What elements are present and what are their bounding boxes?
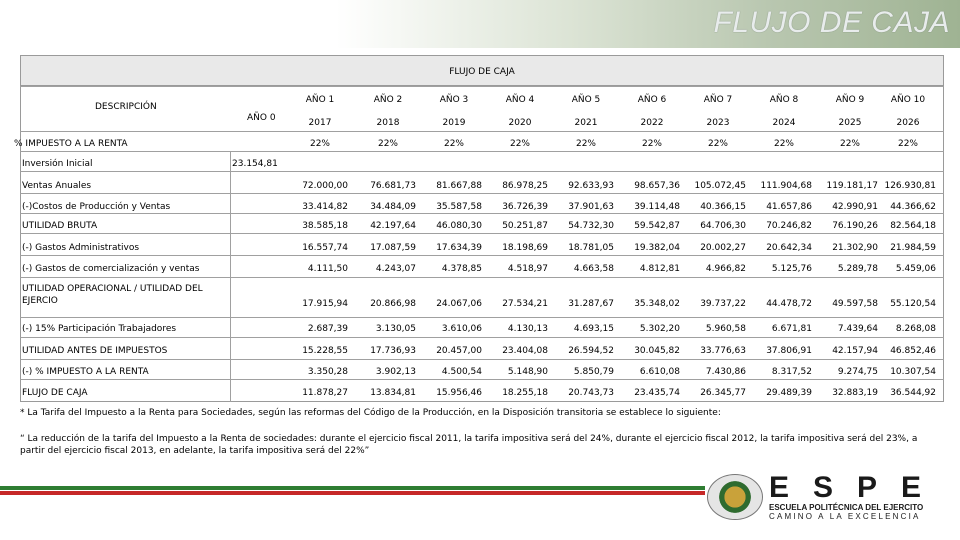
logo-letters: ESPE — [769, 471, 946, 504]
row-6-value-8: 6.671,81 — [771, 324, 812, 334]
row-0-value-1: 72.000,00 — [302, 181, 348, 191]
row-8-value-6: 6.610,08 — [639, 367, 680, 377]
row-2-value-5: 54.732,30 — [568, 221, 614, 231]
row-8-value-8: 8.317,52 — [771, 367, 812, 377]
tax-rate-10: 22% — [897, 139, 918, 149]
table-gridline — [20, 337, 944, 338]
row-7-value-9: 42.157,94 — [832, 346, 878, 356]
row-label-6: (-) 15% Participación Trabajadores — [22, 324, 177, 334]
espe-logo — [707, 472, 947, 520]
row-4-value-10: 5.459,06 — [895, 264, 936, 274]
row-0-value-9: 119.181,17 — [826, 181, 878, 191]
row-9-value-7: 26.345,77 — [700, 388, 746, 398]
row-7-value-7: 33.776,63 — [700, 346, 746, 356]
row-4-value-8: 5.125,76 — [771, 264, 812, 274]
row-7-value-6: 30.045,82 — [634, 346, 680, 356]
row-3-value-4: 18.198,69 — [502, 243, 548, 253]
tax-rate-3: 22% — [443, 139, 464, 149]
table-gridline — [20, 131, 944, 132]
table-gridline — [20, 151, 944, 152]
year-number-4: 2020 — [508, 118, 532, 128]
row-1-value-6: 39.114,48 — [634, 202, 680, 212]
row-label-2: UTILIDAD BRUTA — [22, 221, 98, 231]
row-6-value-4: 4.130,13 — [507, 324, 548, 334]
row-label-7: UTILIDAD ANTES DE IMPUESTOS — [22, 346, 168, 356]
table-gridline — [20, 86, 944, 87]
row-5-value-1: 17.915,94 — [302, 299, 348, 309]
table-gridline — [20, 255, 944, 256]
row-9-value-1: 11.878,27 — [302, 388, 348, 398]
descripcion-header: DESCRIPCIÓN — [95, 102, 157, 112]
table-gridline — [20, 213, 944, 214]
year-label-5: AÑO 5 — [571, 95, 601, 105]
year-number-2: 2018 — [376, 118, 400, 128]
row-3-value-5: 18.781,05 — [568, 243, 614, 253]
year-label-4: AÑO 4 — [505, 95, 535, 105]
row-9-value-6: 23.435,74 — [634, 388, 680, 398]
row-7-value-8: 37.806,91 — [766, 346, 812, 356]
table-gridline — [20, 359, 944, 360]
row-1-value-1: 33.414,82 — [302, 202, 348, 212]
year-number-1: 2017 — [308, 118, 332, 128]
row-4-value-3: 4.378,85 — [441, 264, 482, 274]
tax-rate-4: 22% — [509, 139, 530, 149]
year-label-1: AÑO 1 — [305, 95, 335, 105]
row-1-value-4: 36.726,39 — [502, 202, 548, 212]
year-label-9: AÑO 9 — [835, 95, 865, 105]
year-number-5: 2021 — [574, 118, 598, 128]
row-8-value-4: 5.148,90 — [507, 367, 548, 377]
row-4-value-9: 5.289,78 — [837, 264, 878, 274]
row-0-value-10: 126.930,81 — [884, 181, 936, 191]
row-5-value-10: 55.120,54 — [890, 299, 936, 309]
inversion-label: Inversión Inicial — [22, 159, 93, 169]
table-gridline — [20, 317, 944, 318]
row-8-value-3: 4.500,54 — [441, 367, 482, 377]
row-label-5: UTILIDAD OPERACIONAL / UTILIDAD DEL EJERCIO — [22, 284, 203, 306]
row-9-value-2: 13.834,81 — [370, 388, 416, 398]
row-0-value-7: 105.072,45 — [694, 181, 746, 191]
table-gridline — [20, 193, 944, 194]
row-0-value-4: 86.978,25 — [502, 181, 548, 191]
tax-rate-label: % IMPUESTO A LA RENTA — [14, 139, 128, 149]
row-9-value-8: 29.489,39 — [766, 388, 812, 398]
row-6-value-2: 3.130,05 — [375, 324, 416, 334]
row-3-value-3: 17.634,39 — [436, 243, 482, 253]
table-column-divider — [230, 151, 231, 402]
year-label-3: AÑO 3 — [439, 95, 469, 105]
row-0-value-8: 111.904,68 — [760, 181, 812, 191]
row-7-value-4: 23.404,08 — [502, 346, 548, 356]
row-0-value-5: 92.633,93 — [568, 181, 614, 191]
row-4-value-1: 4.111,50 — [307, 264, 348, 274]
row-2-value-8: 70.246,82 — [766, 221, 812, 231]
row-5-value-4: 27.534,21 — [502, 299, 548, 309]
year-number-10: 2026 — [896, 118, 920, 128]
table-gridline — [20, 277, 944, 278]
year-number-9: 2025 — [838, 118, 862, 128]
ano0-header: AÑO 0 — [247, 113, 276, 123]
row-9-value-10: 36.544,92 — [890, 388, 936, 398]
slide-header — [0, 0, 960, 48]
row-1-value-10: 44.366,62 — [890, 202, 936, 212]
row-8-value-5: 5.850,79 — [573, 367, 614, 377]
row-8-value-2: 3.902,13 — [375, 367, 416, 377]
year-label-2: AÑO 2 — [373, 95, 403, 105]
tax-quote: “ La reducción de la tarifa del Impuesto a la Renta de sociedades: durante el ejercicio fiscal 2011, la tarifa impositiva será del 24%, durante el ejercicio fiscal 2012, la tarifa impositiva será del 23%, a partir del ejercicio fiscal 2013, en adelante, la tarifa impositiva será del 22%” — [20, 434, 918, 456]
row-5-value-2: 20.866,98 — [370, 299, 416, 309]
row-7-value-10: 46.852,46 — [890, 346, 936, 356]
row-2-value-10: 82.564,18 — [890, 221, 936, 231]
row-5-value-6: 35.348,02 — [634, 299, 680, 309]
row-9-value-9: 32.883,19 — [832, 388, 878, 398]
row-5-value-7: 39.737,22 — [700, 299, 746, 309]
year-number-8: 2024 — [772, 118, 796, 128]
year-label-10: AÑO 10 — [890, 95, 926, 105]
row-label-9: FLUJO DE CAJA — [22, 388, 88, 398]
row-4-value-7: 4.966,82 — [705, 264, 746, 274]
row-1-value-8: 41.657,86 — [766, 202, 812, 212]
row-4-value-6: 4.812,81 — [639, 264, 680, 274]
row-3-value-10: 21.984,59 — [890, 243, 936, 253]
year-label-7: AÑO 7 — [703, 95, 733, 105]
row-0-value-2: 76.681,73 — [370, 181, 416, 191]
inversion-ano0: 23.154,81 — [232, 159, 278, 169]
row-2-value-7: 64.706,30 — [700, 221, 746, 231]
year-number-6: 2022 — [640, 118, 664, 128]
tax-rate-9: 22% — [839, 139, 860, 149]
table-gridline — [20, 233, 944, 234]
row-3-value-8: 20.642,34 — [766, 243, 812, 253]
row-3-value-2: 17.087,59 — [370, 243, 416, 253]
row-6-value-7: 5.960,58 — [705, 324, 746, 334]
row-2-value-1: 38.585,18 — [302, 221, 348, 231]
row-2-value-6: 59.542,87 — [634, 221, 680, 231]
logo-line1: ESCUELA POLITÉCNICA DEL EJERCITO — [769, 503, 924, 512]
table-gridline — [20, 379, 944, 380]
row-1-value-9: 42.990,91 — [832, 202, 878, 212]
row-label-1: (-)Costos de Producción y Ventas — [22, 202, 171, 212]
row-4-value-5: 4.663,58 — [573, 264, 614, 274]
row-7-value-3: 20.457,00 — [436, 346, 482, 356]
table-caption: FLUJO DE CAJA — [449, 67, 515, 77]
row-1-value-7: 40.366,15 — [700, 202, 746, 212]
row-9-value-3: 15.956,46 — [436, 388, 482, 398]
decorative-stripe — [0, 486, 705, 495]
row-6-value-9: 7.439,64 — [837, 324, 878, 334]
row-2-value-3: 46.080,30 — [436, 221, 482, 231]
row-2-value-9: 76.190,26 — [832, 221, 878, 231]
seal-icon — [707, 474, 763, 520]
tax-rate-6: 22% — [641, 139, 662, 149]
tax-rate-7: 22% — [707, 139, 728, 149]
table-gridline — [20, 171, 944, 172]
row-label-8: (-) % IMPUESTO A LA RENTA — [22, 367, 149, 377]
row-7-value-2: 17.736,93 — [370, 346, 416, 356]
row-4-value-4: 4.518,97 — [507, 264, 548, 274]
row-8-value-9: 9.274,75 — [837, 367, 878, 377]
tax-rate-2: 22% — [377, 139, 398, 149]
logo-line2: CAMINO A LA EXCELENCIA — [769, 512, 921, 521]
row-6-value-6: 5.302,20 — [639, 324, 680, 334]
row-2-value-2: 42.197,64 — [370, 221, 416, 231]
row-6-value-10: 8.268,08 — [895, 324, 936, 334]
row-6-value-5: 4.693,15 — [573, 324, 614, 334]
row-7-value-1: 15.228,55 — [302, 346, 348, 356]
row-4-value-2: 4.243,07 — [375, 264, 416, 274]
row-0-value-6: 98.657,36 — [634, 181, 680, 191]
row-8-value-10: 10.307,54 — [890, 367, 936, 377]
year-label-6: AÑO 6 — [637, 95, 667, 105]
row-5-value-3: 24.067,06 — [436, 299, 482, 309]
row-3-value-6: 19.382,04 — [634, 243, 680, 253]
row-1-value-3: 35.587,58 — [436, 202, 482, 212]
tax-rate-5: 22% — [575, 139, 596, 149]
year-number-7: 2023 — [706, 118, 730, 128]
row-8-value-1: 3.350,28 — [307, 367, 348, 377]
row-9-value-5: 20.743,73 — [568, 388, 614, 398]
row-label-3: (-) Gastos Administrativos — [22, 243, 140, 253]
row-6-value-3: 3.610,06 — [441, 324, 482, 334]
row-5-value-9: 49.597,58 — [832, 299, 878, 309]
row-7-value-5: 26.594,52 — [568, 346, 614, 356]
row-5-value-5: 31.287,67 — [568, 299, 614, 309]
row-0-value-3: 81.667,88 — [436, 181, 482, 191]
row-label-4: (-) Gastos de comercialización y ventas — [22, 264, 200, 274]
row-1-value-5: 37.901,63 — [568, 202, 614, 212]
row-label-0: Ventas Anuales — [22, 181, 92, 191]
tax-rate-8: 22% — [773, 139, 794, 149]
row-9-value-4: 18.255,18 — [502, 388, 548, 398]
row-3-value-7: 20.002,27 — [700, 243, 746, 253]
slide-title: FLUJO DE CAJA — [713, 6, 950, 39]
tax-note: * La Tarifa del Impuesto a la Renta para Sociedades, según las reformas del Código de la Producción, en la Disposición transitoria se establece lo siguiente: — [20, 408, 721, 418]
row-1-value-2: 34.484,09 — [370, 202, 416, 212]
row-3-value-1: 16.557,74 — [302, 243, 348, 253]
year-label-8: AÑO 8 — [769, 95, 799, 105]
year-number-3: 2019 — [442, 118, 466, 128]
row-2-value-4: 50.251,87 — [502, 221, 548, 231]
row-8-value-7: 7.430,86 — [705, 367, 746, 377]
row-6-value-1: 2.687,39 — [307, 324, 348, 334]
row-5-value-8: 44.478,72 — [766, 299, 812, 309]
tax-rate-1: 22% — [309, 139, 330, 149]
row-3-value-9: 21.302,90 — [832, 243, 878, 253]
